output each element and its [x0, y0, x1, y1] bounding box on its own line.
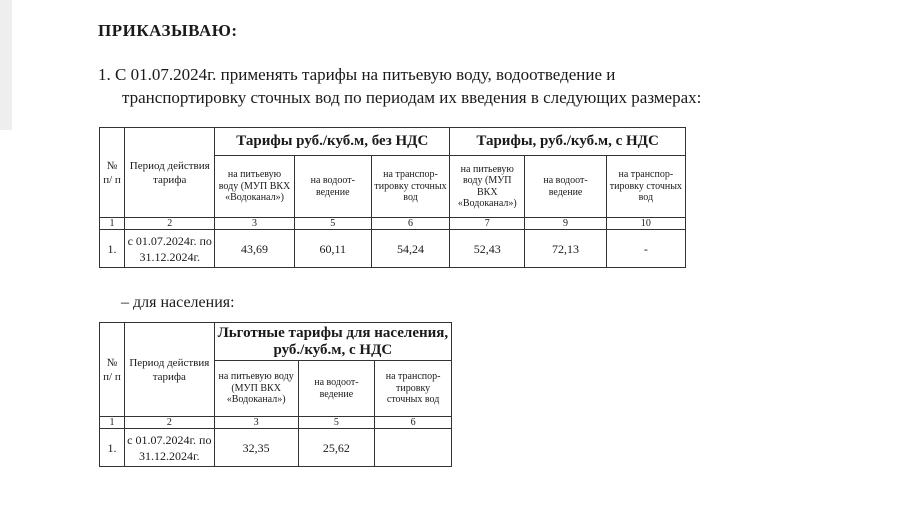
sub-header-transport: на транспор- тировку сточных вод — [375, 361, 452, 417]
column-number: 1 — [100, 417, 125, 429]
value-transport-vat: - — [606, 230, 685, 268]
column-number: 7 — [450, 218, 525, 230]
column-number: 9 — [525, 218, 606, 230]
sub-header-water: на питьевую воду (МУП ВКХ «Водоканал») — [215, 156, 294, 218]
population-note: – для населения: — [121, 294, 235, 311]
group-header-preferential: Льготные тарифы для населения, руб./куб.м, с НДС — [214, 323, 451, 361]
col-header-period: Период действия тарифа — [124, 323, 214, 417]
paragraph-line-1: 1. С 01.07.2024г. применять тарифы на питьевую воду, водоотведение и — [98, 65, 616, 84]
row-number: 1. — [100, 230, 125, 268]
group-header-with-vat: Тарифы, руб./куб.м, с НДС — [450, 128, 686, 156]
col-header-number: № п/ п — [100, 128, 125, 218]
group-header-without-vat: Тарифы руб./куб.м, без НДС — [215, 128, 450, 156]
column-number: 10 — [606, 218, 685, 230]
population-tariffs-table — [99, 322, 452, 467]
sub-header-water-vat: на питьевую воду (МУП ВКХ «Водоканал») — [450, 156, 525, 218]
value-transport: 54,24 — [371, 230, 449, 268]
column-number: 6 — [375, 417, 452, 429]
column-number: 5 — [294, 218, 371, 230]
order-paragraph — [98, 63, 786, 109]
sub-header-drainage: на водоот- ведение — [298, 361, 375, 417]
column-number: 1 — [100, 218, 125, 230]
value-drainage: 25,62 — [298, 429, 375, 467]
sub-header-water: на питьевую воду (МУП ВКХ «Водоканал») — [214, 361, 298, 417]
value-drainage: 60,11 — [294, 230, 371, 268]
value-water: 43,69 — [215, 230, 294, 268]
column-number: 5 — [298, 417, 375, 429]
order-heading: ПРИКАЗЫВАЮ: — [98, 21, 238, 40]
table-row — [100, 429, 452, 467]
sub-header-drainage-vat: на водоот- ведение — [525, 156, 606, 218]
sub-header-drainage: на водоот- ведение — [294, 156, 371, 218]
column-number: 6 — [371, 218, 449, 230]
column-number: 2 — [124, 417, 214, 429]
col-header-number: № п/ п — [100, 323, 125, 417]
row-number: 1. — [100, 429, 125, 467]
column-number: 2 — [125, 218, 215, 230]
tariffs-table — [99, 127, 686, 268]
value-drainage-vat: 72,13 — [525, 230, 606, 268]
column-number: 3 — [214, 417, 298, 429]
col-header-period: Период действия тарифа — [125, 128, 215, 218]
row-period: с 01.07.2024г. по 31.12.2024г. — [124, 429, 214, 467]
sub-header-transport-vat: на транспор- тировку сточных вод — [606, 156, 685, 218]
left-edge-shadow — [0, 0, 12, 130]
value-water: 32,35 — [214, 429, 298, 467]
paragraph-line-2: транспортировку сточных вод по периодам их введения в следующих размерах: — [122, 88, 702, 107]
value-transport — [375, 429, 452, 467]
sub-header-transport: на транспор- тировку сточных вод — [371, 156, 449, 218]
table-row — [100, 230, 686, 268]
column-number: 3 — [215, 218, 294, 230]
row-period: с 01.07.2024г. по 31.12.2024г. — [125, 230, 215, 268]
value-water-vat: 52,43 — [450, 230, 525, 268]
